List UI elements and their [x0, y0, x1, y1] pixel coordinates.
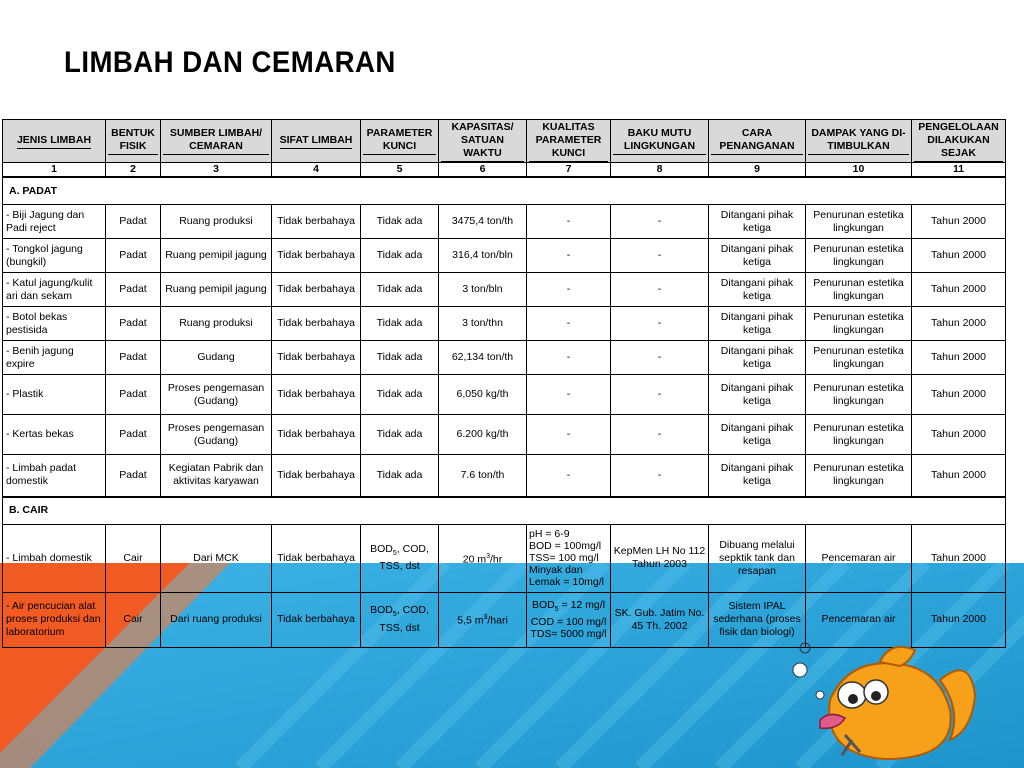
cell-kapasitas: 7.6 ton/th: [439, 455, 527, 497]
cell-cara: Dibuang melalui sepktik tank dan resapan: [709, 524, 806, 592]
section-label: B. CAIR: [3, 497, 1006, 525]
cell-sifat: Tidak berbahaya: [272, 592, 361, 647]
cell-kualitas: $BOD_5 = 12$ mg/l COD = 100 mg/l TDS= 5000 mg/l: [527, 592, 611, 647]
col-header: KAPASITAS/ SATUAN WAKTU: [439, 120, 527, 163]
cell-bentuk: Padat: [106, 455, 161, 497]
col-header: SUMBER LIMBAH/ CEMARAN: [161, 120, 272, 163]
section-row-cair: [3, 497, 1006, 525]
cell-kualitas: -: [527, 375, 611, 415]
table-row: [3, 415, 1006, 455]
cell-sumber: Dari MCK: [161, 524, 272, 592]
col-header: BENTUK FISIK: [106, 120, 161, 163]
cell-cara: Ditangani pihak ketiga: [709, 239, 806, 273]
cell-jenis: - Benih jagung expire: [3, 341, 106, 375]
cell-jenis: - Botol bekas pestisida: [3, 307, 106, 341]
cell-sifat: Tidak berbahaya: [272, 307, 361, 341]
cell-sumber: Ruang produksi: [161, 307, 272, 341]
cell-baku-mutu: SK. Gub. Jatim No. 45 Th. 2002: [611, 592, 709, 647]
cell-parameter: Tidak ada: [361, 273, 439, 307]
cell-dampak: Pencemaran air: [806, 524, 912, 592]
cell-parameter: Tidak ada: [361, 375, 439, 415]
cell-sumber: Kegiatan Pabrik dan aktivitas karyawan: [161, 455, 272, 497]
cell-kapasitas: 3 ton/thn: [439, 307, 527, 341]
cell-dampak: Penurunan estetika lingkungan: [806, 341, 912, 375]
table-row: [3, 205, 1006, 239]
column-number-row: [3, 163, 1006, 178]
cell-baku-mutu: -: [611, 341, 709, 375]
section-label: A. PADAT: [3, 177, 1006, 205]
padat-rows: [3, 205, 1006, 497]
cell-dampak: Penurunan estetika lingkungan: [806, 307, 912, 341]
table-row: [3, 273, 1006, 307]
cell-parameter: Tidak ada: [361, 239, 439, 273]
col-header: KUALITAS PARAMETER KUNCI: [527, 120, 611, 163]
cell-dampak: Penurunan estetika lingkungan: [806, 205, 912, 239]
cell-parameter: Tidak ada: [361, 205, 439, 239]
cell-kualitas: -: [527, 205, 611, 239]
cell-sifat: Tidak berbahaya: [272, 524, 361, 592]
cell-jenis: - Limbah domestik: [3, 524, 106, 592]
col-header: CARA PENANGANAN: [709, 120, 806, 163]
cell-cara: Ditangani pihak ketiga: [709, 205, 806, 239]
page-title: LIMBAH DAN CEMARAN: [64, 46, 396, 79]
cell-baku-mutu: -: [611, 415, 709, 455]
cell-cara: Sistem IPAL sederhana (proses fisik dan biologi): [709, 592, 806, 647]
cell-bentuk: Cair: [106, 592, 161, 647]
cell-kualitas: -: [527, 455, 611, 497]
col-number: 11: [912, 163, 1006, 178]
col-number: 3: [161, 163, 272, 178]
cell-kualitas: -: [527, 415, 611, 455]
col-header: PENGELOLAAN DILAKUKAN SEJAK: [912, 120, 1006, 163]
cell-sumber: Gudang: [161, 341, 272, 375]
cell-sejak: Tahun 2000: [912, 205, 1006, 239]
col-header: BAKU MUTU LINGKUNGAN: [611, 120, 709, 163]
cell-sifat: Tidak berbahaya: [272, 375, 361, 415]
table-row: [3, 375, 1006, 415]
cell-sejak: Tahun 2000: [912, 273, 1006, 307]
cell-sifat: Tidak berbahaya: [272, 239, 361, 273]
cell-bentuk: Padat: [106, 205, 161, 239]
col-header: JENIS LIMBAH: [3, 120, 106, 163]
col-number: 4: [272, 163, 361, 178]
cell-bentuk: Padat: [106, 415, 161, 455]
cell-parameter: Tidak ada: [361, 341, 439, 375]
table-row: [3, 239, 1006, 273]
table-row: [3, 455, 1006, 497]
cell-sifat: Tidak berbahaya: [272, 415, 361, 455]
cell-sumber: Proses pengemasan (Gudang): [161, 415, 272, 455]
col-number: 5: [361, 163, 439, 178]
fish-icon: [790, 640, 980, 768]
cell-sejak: Tahun 2000: [912, 239, 1006, 273]
cell-kualitas: -: [527, 341, 611, 375]
cell-dampak: Penurunan estetika lingkungan: [806, 415, 912, 455]
cell-baku-mutu: -: [611, 205, 709, 239]
waste-table: [2, 119, 1006, 648]
cell-sumber: Dari ruang produksi: [161, 592, 272, 647]
cell-baku-mutu: -: [611, 239, 709, 273]
cell-jenis: - Tongkol jagung (bungkil): [3, 239, 106, 273]
cell-bentuk: Padat: [106, 375, 161, 415]
cell-kualitas: -: [527, 239, 611, 273]
cell-sumber: Ruang pemipil jagung: [161, 273, 272, 307]
cell-kapasitas: 316,4 ton/bln: [439, 239, 527, 273]
table-row: [3, 592, 1006, 647]
cell-cara: Ditangani pihak ketiga: [709, 455, 806, 497]
cell-cara: Ditangani pihak ketiga: [709, 415, 806, 455]
cell-sifat: Tidak berbahaya: [272, 455, 361, 497]
table-row: [3, 524, 1006, 592]
cell-sejak: Tahun 2000: [912, 375, 1006, 415]
cell-jenis: - Katul jagung/kulit ari dan sekam: [3, 273, 106, 307]
table-row: [3, 341, 1006, 375]
cell-parameter: Tidak ada: [361, 307, 439, 341]
col-header: SIFAT LIMBAH: [272, 120, 361, 163]
cell-jenis: - Air pencucian alat proses produksi dan laboratorium: [3, 592, 106, 647]
cell-kapasitas: 5,5 $m^3$/hari: [439, 592, 527, 647]
col-number: 10: [806, 163, 912, 178]
header-row: [3, 120, 1006, 163]
table-row: [3, 307, 1006, 341]
cell-jenis: - Kertas bekas: [3, 415, 106, 455]
col-number: 9: [709, 163, 806, 178]
section-row-padat: [3, 177, 1006, 205]
cell-parameter: $BOD_5$, COD, TSS, dst: [361, 524, 439, 592]
col-number: 2: [106, 163, 161, 178]
cell-baku-mutu: -: [611, 273, 709, 307]
cell-sejak: Tahun 2000: [912, 455, 1006, 497]
cell-sejak: Tahun 2000: [912, 415, 1006, 455]
cell-kualitas: -: [527, 307, 611, 341]
cell-kapasitas: 20 $m^3/hr$: [439, 524, 527, 592]
cell-cara: Ditangani pihak ketiga: [709, 273, 806, 307]
cell-sejak: Tahun 2000: [912, 307, 1006, 341]
cell-baku-mutu: -: [611, 375, 709, 415]
cell-bentuk: Padat: [106, 307, 161, 341]
cell-kapasitas: 6,050 kg/th: [439, 375, 527, 415]
cell-parameter: Tidak ada: [361, 415, 439, 455]
cell-sumber: Proses pengemasan (Gudang): [161, 375, 272, 415]
cell-dampak: Penurunan estetika lingkungan: [806, 239, 912, 273]
cell-bentuk: Padat: [106, 273, 161, 307]
col-header: DAMPAK YANG DI-TIMBULKAN: [806, 120, 912, 163]
cell-parameter: Tidak ada: [361, 455, 439, 497]
cell-sejak: Tahun 2000: [912, 592, 1006, 647]
cell-baku-mutu: -: [611, 455, 709, 497]
cell-dampak: Penurunan estetika lingkungan: [806, 455, 912, 497]
col-header: PARAMETER KUNCI: [361, 120, 439, 163]
cell-bentuk: Cair: [106, 524, 161, 592]
cell-dampak: Penurunan estetika lingkungan: [806, 375, 912, 415]
cell-cara: Ditangani pihak ketiga: [709, 375, 806, 415]
cell-jenis: - Biji Jagung dan Padi reject: [3, 205, 106, 239]
cell-jenis: - Limbah padat domestik: [3, 455, 106, 497]
cell-kualitas: -: [527, 273, 611, 307]
col-number: 6: [439, 163, 527, 178]
cell-dampak: Penurunan estetika lingkungan: [806, 273, 912, 307]
cell-kapasitas: 62,134 ton/th: [439, 341, 527, 375]
cell-baku-mutu: -: [611, 307, 709, 341]
cell-jenis: - Plastik: [3, 375, 106, 415]
cell-sejak: Tahun 2000: [912, 524, 1006, 592]
cell-cara: Ditangani pihak ketiga: [709, 341, 806, 375]
col-number: 8: [611, 163, 709, 178]
col-number: 7: [527, 163, 611, 178]
cell-sifat: Tidak berbahaya: [272, 341, 361, 375]
col-number: 1: [3, 163, 106, 178]
cell-sejak: Tahun 2000: [912, 341, 1006, 375]
cell-bentuk: Padat: [106, 341, 161, 375]
cell-bentuk: Padat: [106, 239, 161, 273]
cell-sifat: Tidak berbahaya: [272, 273, 361, 307]
cell-parameter: $BOD_5$, COD, TSS, dst: [361, 592, 439, 647]
cell-sifat: Tidak berbahaya: [272, 205, 361, 239]
cell-kualitas: pH = 6-9 BOD = 100mg/l TSS= 100 mg/l Minyak dan Lemak = 10mg/l: [527, 524, 611, 592]
cell-kapasitas: 3475,4 ton/th: [439, 205, 527, 239]
cell-sumber: Ruang produksi: [161, 205, 272, 239]
cell-dampak: Pencemaran air: [806, 592, 912, 647]
cell-kapasitas: 6.200 kg/th: [439, 415, 527, 455]
cell-kapasitas: 3 ton/bln: [439, 273, 527, 307]
cell-sumber: Ruang pemipil jagung: [161, 239, 272, 273]
cell-cara: Ditangani pihak ketiga: [709, 307, 806, 341]
cell-baku-mutu: KepMen LH No 112 Tahun 2003: [611, 524, 709, 592]
